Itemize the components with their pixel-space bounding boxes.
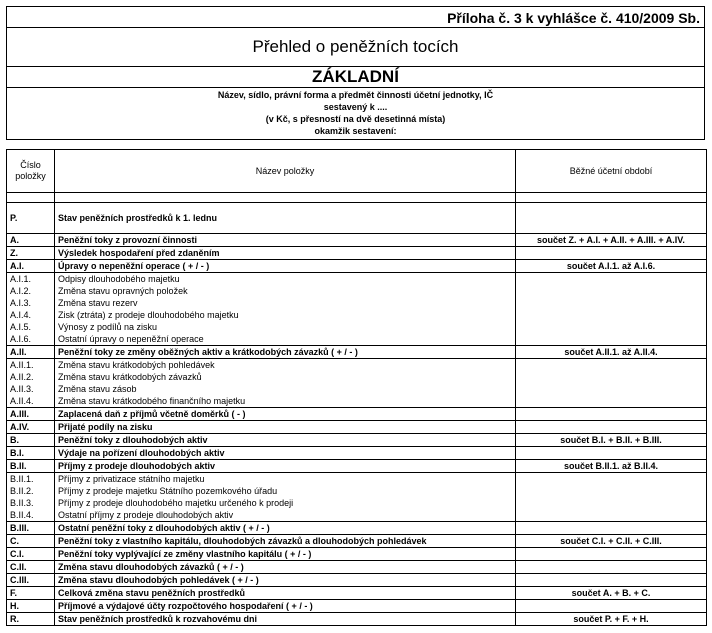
item-number: A.III. [7,408,55,421]
table-row [7,434,707,447]
table-row [7,473,707,486]
spacer-cell [55,193,516,203]
item-name: Zaplacená daň z příjmů včetně doměrků ( - ) [55,408,516,421]
current-period-value [516,371,707,383]
item-number: F. [7,587,55,600]
item-name: Změna stavu opravných položek [55,285,516,297]
current-period-value [516,485,707,497]
item-number: H. [7,600,55,613]
item-name: Ostatní úpravy o nepeněžní operace [55,333,516,346]
current-period-value [516,561,707,574]
item-name: Přijaté podíly na zisku [55,421,516,434]
document-title: Přehled o peněžních tocích [6,27,705,66]
item-name: Změna stavu krátkodobých závazků [55,371,516,383]
item-number: B.II.2. [7,485,55,497]
current-period-value [516,273,707,286]
table-row [7,234,707,247]
current-period-value [516,574,707,587]
item-number: C.III. [7,574,55,587]
item-name: Zisk (ztráta) z prodeje dlouhodobého majetku [55,309,516,321]
entity-info [6,87,705,140]
item-number: R. [7,613,55,626]
current-period-value [516,548,707,561]
item-name: Peněžní toky z dlouhodobých aktiv [55,434,516,447]
table-row [7,297,707,309]
item-name: Příjmy z prodeje dlouhodobého majetku určeného k prodeji [55,497,516,509]
table-row [7,321,707,333]
current-period-value [516,383,707,395]
table-row [7,522,707,535]
item-name: Změna stavu dlouhodobých pohledávek ( + / - ) [55,574,516,587]
item-name: Příjmy z prodeje majetku Státního pozemkového úřadu [55,485,516,497]
item-name: Úpravy o nepeněžní operace ( + / - ) [55,260,516,273]
current-period-value [516,333,707,346]
item-name: Příjmy z prodeje dlouhodobých aktiv [55,460,516,473]
item-name: Peněžní toky z provozní činnosti [55,234,516,247]
current-period-value: součet P. + F. + H. [516,613,707,626]
item-number: B.I. [7,447,55,460]
spacer-cell [7,193,55,203]
report-variant: ZÁKLADNÍ [6,66,705,87]
item-name: Příjmové a výdajové účty rozpočtového hospodaření ( + / - ) [55,600,516,613]
table-row [7,509,707,522]
current-period-value: součet A.II.1. až A.II.4. [516,346,707,359]
form-header [6,6,705,140]
table-body [7,193,707,626]
current-period-value [516,509,707,522]
item-number: B.III. [7,522,55,535]
table-row [7,497,707,509]
item-name: Stav peněžních prostředků k rozvahovému dni [55,613,516,626]
entity-info-line: (v Kč, s přesností na dvě desetinná místa) [265,114,446,124]
item-number: P. [7,203,55,234]
item-number: A.I.2. [7,285,55,297]
item-name: Výsledek hospodaření před zdaněním [55,247,516,260]
current-period-value [516,395,707,408]
current-period-value [516,359,707,372]
item-name: Příjmy z privatizace státního majetku [55,473,516,486]
item-number: A.II.2. [7,371,55,383]
column-header-name: Název položky [55,150,516,193]
current-period-value: součet B.I. + B.II. + B.III. [516,434,707,447]
item-name: Ostatní peněžní toky z dlouhodobých aktiv ( + / - ) [55,522,516,535]
item-number: B.II.1. [7,473,55,486]
entity-info-line: Název, sídlo, právní forma a předmět činnosti účetní jednotky, IČ [217,90,494,100]
current-period-value [516,421,707,434]
item-number: A.II.3. [7,383,55,395]
table-row [7,309,707,321]
item-number: A.I.6. [7,333,55,346]
table-header-row [7,150,707,193]
current-period-value [516,408,707,421]
current-period-value [516,321,707,333]
current-period-value [516,497,707,509]
item-name: Peněžní toky vyplývající ze změny vlastního kapitálu ( + / - ) [55,548,516,561]
item-number: A.II.4. [7,395,55,408]
item-number: A.I.3. [7,297,55,309]
item-number: B.II. [7,460,55,473]
item-name: Odpisy dlouhodobého majetku [55,273,516,286]
current-period-value: součet A.I.1. až A.I.6. [516,260,707,273]
item-number: A.I.1. [7,273,55,286]
table-row [7,333,707,346]
table-row [7,203,707,234]
table-row [7,447,707,460]
table-row [7,408,707,421]
table-row [7,359,707,372]
table-row [7,485,707,497]
table-row [7,247,707,260]
table-row [7,561,707,574]
item-number: A.II. [7,346,55,359]
item-number: A.II.1. [7,359,55,372]
item-number: C.I. [7,548,55,561]
current-period-value [516,600,707,613]
current-period-value: součet C.I. + C.II. + C.III. [516,535,707,548]
item-number: A.IV. [7,421,55,434]
item-number: B.II.4. [7,509,55,522]
table-row [7,421,707,434]
current-period-value: součet A. + B. + C. [516,587,707,600]
item-name: Změna stavu krátkodobých pohledávek [55,359,516,372]
item-name: Peněžní toky ze změny oběžných aktiv a krátkodobých závazků ( + / - ) [55,346,516,359]
item-name: Stav peněžních prostředků k 1. lednu [55,203,516,234]
item-name: Změna stavu rezerv [55,297,516,309]
item-name: Změna stavu krátkodobého finančního majetku [55,395,516,408]
table-row [7,371,707,383]
current-period-value [516,297,707,309]
cash-flow-table [6,149,707,626]
current-period-value [516,309,707,321]
item-number: B.II.3. [7,497,55,509]
table-row [7,273,707,286]
column-header-period: Běžné účetní období [516,150,707,193]
item-name: Změna stavu dlouhodobých závazků ( + / - ) [55,561,516,574]
table-row [7,383,707,395]
table-row [7,260,707,273]
item-name: Peněžní toky z vlastního kapitálu, dlouhodobých závazků a dlouhodobých pohledávek [55,535,516,548]
item-number: C.II. [7,561,55,574]
item-number: B. [7,434,55,447]
entity-info-line: sestavený k .... [323,102,388,112]
item-name: Celková změna stavu peněžních prostředků [55,587,516,600]
table-row [7,346,707,359]
table-row [7,535,707,548]
table-row [7,574,707,587]
item-name: Změna stavu zásob [55,383,516,395]
item-name: Výdaje na pořízení dlouhodobých aktiv [55,447,516,460]
current-period-value [516,285,707,297]
annex-reference: Příloha č. 3 k vyhlášce č. 410/2009 Sb. [6,6,705,27]
spacer-row [7,193,707,203]
item-name: Výnosy z podílů na zisku [55,321,516,333]
item-number: A.I. [7,260,55,273]
table-row [7,600,707,613]
current-period-value [516,247,707,260]
current-period-value [516,522,707,535]
item-name: Ostatní příjmy z prodeje dlouhodobých aktiv [55,509,516,522]
entity-info-line: okamžik sestavení: [314,126,397,136]
table-row [7,395,707,408]
item-number: C. [7,535,55,548]
item-number: Z. [7,247,55,260]
table-row [7,587,707,600]
table-row [7,548,707,561]
table-row [7,285,707,297]
table-row [7,460,707,473]
item-number: A.I.4. [7,309,55,321]
column-header-number: Číslo položky [7,150,55,193]
item-number: A.I.5. [7,321,55,333]
current-period-value [516,203,707,234]
current-period-value [516,473,707,486]
item-number: A. [7,234,55,247]
current-period-value: součet Z. + A.I. + A.II. + A.III. + A.IV. [516,234,707,247]
spacer-cell [516,193,707,203]
current-period-value [516,447,707,460]
current-period-value: součet B.II.1. až B.II.4. [516,460,707,473]
table-row [7,613,707,626]
